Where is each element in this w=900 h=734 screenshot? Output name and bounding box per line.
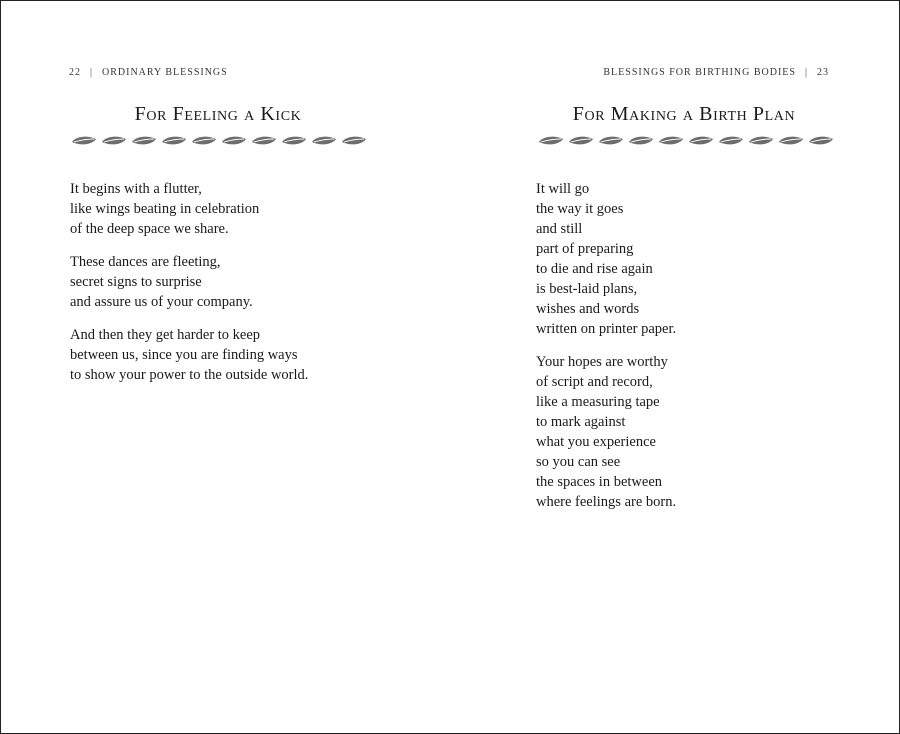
leaf-icon xyxy=(718,135,744,147)
separator: | xyxy=(90,67,94,78)
poem-line: so you can see xyxy=(536,454,621,470)
left-page xyxy=(1,1,450,733)
leaf-icon xyxy=(251,135,277,147)
leaf-icon xyxy=(598,135,624,147)
poem-line: and still xyxy=(536,221,583,237)
poem-line: of the deep space we share. xyxy=(70,221,229,237)
leaf-ornament-row xyxy=(538,135,834,147)
poem-body xyxy=(536,179,866,525)
leaf-icon xyxy=(191,135,217,147)
stanza xyxy=(536,179,866,339)
poem-line: the spaces in between xyxy=(536,474,663,490)
leaf-icon xyxy=(538,135,564,147)
poem-line: to show your power to the outside world. xyxy=(70,367,309,383)
poem-line: like a measuring tape xyxy=(536,394,660,410)
leaf-icon xyxy=(341,135,367,147)
poem-line: what you experience xyxy=(536,434,656,450)
leaf-icon xyxy=(808,135,834,147)
poem-line: Your hopes are worthy xyxy=(536,354,668,370)
leaf-icon xyxy=(71,135,97,147)
poem-line: to die and rise again xyxy=(536,261,653,277)
poem-line: It begins with a flutter, xyxy=(70,181,202,197)
poem-body xyxy=(70,179,400,398)
leaf-icon xyxy=(281,135,307,147)
separator: | xyxy=(804,67,808,78)
leaf-icon xyxy=(778,135,804,147)
stanza xyxy=(70,325,400,385)
leaf-icon xyxy=(161,135,187,147)
poem-line: like wings beating in celebration xyxy=(70,201,260,217)
leaf-icon xyxy=(688,135,714,147)
poem-line: And then they get harder to keep xyxy=(70,327,261,343)
stanza xyxy=(70,179,400,239)
leaf-icon xyxy=(658,135,684,147)
poem-line: written on printer paper. xyxy=(536,321,677,337)
page-number: 22 xyxy=(69,67,81,78)
leaf-ornament-row xyxy=(71,135,367,147)
running-head xyxy=(603,67,829,78)
leaf-icon xyxy=(101,135,127,147)
poem-line: between us, since you are finding ways xyxy=(70,347,298,363)
stanza xyxy=(70,252,400,312)
right-page xyxy=(450,1,899,733)
poem-line: is best-laid plans, xyxy=(536,281,638,297)
running-head-text: BLESSINGS FOR BIRTHING BODIES xyxy=(603,67,796,78)
leaf-icon xyxy=(311,135,337,147)
poem-line: the way it goes xyxy=(536,201,624,217)
stanza xyxy=(536,352,866,512)
leaf-icon xyxy=(568,135,594,147)
leaf-icon xyxy=(628,135,654,147)
page-number: 23 xyxy=(817,67,829,78)
poem-line: to mark against xyxy=(536,414,626,430)
poem-line: and assure us of your company. xyxy=(70,294,253,310)
poem-line: of script and record, xyxy=(536,374,653,390)
running-head-text: ORDINARY BLESSINGS xyxy=(102,67,228,78)
leaf-icon xyxy=(748,135,774,147)
leaf-icon xyxy=(221,135,247,147)
poem-title: For Making a Birth Plan xyxy=(572,103,796,125)
poem-line: part of preparing xyxy=(536,241,634,257)
leaf-icon xyxy=(131,135,157,147)
poem-line: It will go xyxy=(536,181,590,197)
running-head xyxy=(69,67,228,78)
poem-title: For Feeling a Kick xyxy=(134,103,302,125)
poem-line: These dances are fleeting, xyxy=(70,254,221,270)
poem-line: secret signs to surprise xyxy=(70,274,202,290)
poem-line: where feelings are born. xyxy=(536,494,677,510)
poem-line: wishes and words xyxy=(536,301,640,317)
